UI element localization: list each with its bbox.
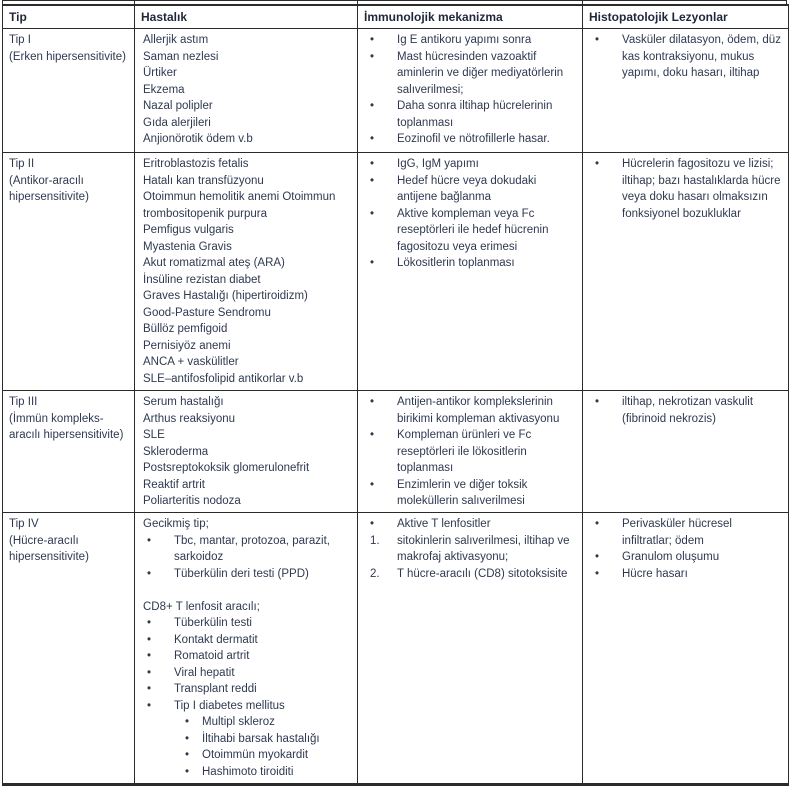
list-item (135, 189, 353, 222)
list-item (135, 394, 353, 411)
list-item-text: Aktive T lenfositler (397, 518, 491, 530)
list-item (135, 477, 353, 494)
list-item (358, 131, 578, 148)
list-item-text: Ig E antikoru yapımı sonra (397, 34, 532, 46)
list-item-text: Arthus reaksiyonu (143, 412, 236, 425)
list-item (135, 411, 353, 428)
list-item-text: Saman nezlesi (143, 50, 219, 63)
tip-line: (Antikor-aracılı (9, 174, 84, 187)
list-item-text: İltihabi barsak hastalığı (202, 732, 320, 745)
tip-line: aracılı hipersensitivite) (9, 429, 124, 441)
table-row (3, 513, 789, 785)
list-item (135, 65, 353, 82)
bullet-icon: • (370, 207, 375, 220)
cell-hastalik (135, 513, 358, 785)
bullet-icon: • (147, 534, 152, 547)
list-item-text: Myastenia Gravis (143, 240, 232, 253)
list-item-text: sitokinlerin salıverilmesi, iltihap ve makrofaj aktivasyonu; (397, 534, 570, 563)
list-item (358, 255, 578, 272)
list-item-text: SLE–antifosfolipid antikorlar v.b (143, 372, 304, 385)
tip-line: (Erken hipersensitivite) (9, 50, 126, 63)
list-item-text: Hashimoto tiroiditi (202, 765, 294, 778)
list-item-text: Anjionörotik ödem v.b (143, 133, 253, 145)
bullet-icon: • (370, 174, 375, 187)
list-item-text: Ürtiker (143, 67, 177, 79)
list-item-text: SLE (143, 429, 165, 441)
list-item (135, 49, 353, 66)
list-item-text: Allerjik astım (143, 34, 209, 46)
number-label: 1. (370, 534, 380, 547)
bullet-icon: • (147, 617, 152, 629)
list-item (135, 255, 353, 272)
list-item-text: Otoimmün myokardit (202, 749, 309, 761)
tip-line: hipersensitivite) (9, 191, 89, 203)
list-item-text: Gıda alerjileri (143, 116, 211, 129)
table-row (3, 29, 789, 153)
cell-hastalik (135, 153, 358, 391)
bullet-icon: • (370, 158, 375, 170)
bullet-icon: • (147, 683, 152, 695)
list-item (135, 533, 353, 566)
cell-tip (3, 29, 135, 153)
list-item (135, 698, 353, 715)
bullet-icon: • (147, 650, 152, 662)
list-item (358, 156, 578, 173)
cell-tip (3, 513, 135, 785)
list-item-text: Daha sonra iltihap hücrelerinin toplanması (397, 100, 553, 129)
list-item (583, 156, 784, 222)
bullet-icon: • (370, 257, 375, 269)
list-item-text: iltihap, nekrotizan vaskulit (fibrinoid nekrozis) (622, 396, 754, 425)
list-item (135, 239, 353, 256)
list-gap (135, 582, 353, 599)
column-header-tip: Tip (3, 5, 135, 29)
column-header-histopatolojik-lezyonlar: Histopatolojik Lezyonlar (583, 5, 789, 29)
bullet-icon: • (595, 551, 600, 563)
list-item (135, 427, 353, 444)
list-item (135, 338, 353, 355)
list-item (135, 321, 353, 338)
cell-hastalik (135, 29, 358, 153)
list-item (135, 222, 353, 239)
list-item (583, 394, 784, 427)
cell-histopatolojik-lezyonlar (583, 391, 789, 513)
list-item-text: Hücrelerin fagositozu ve lizisi; iltihap; bazı hastalıklarda hücre veya doku hasarı olmaksızın fonksiyonel bozukluklar (622, 158, 781, 220)
list-item-text: Eritroblastozis fetalis (143, 158, 249, 170)
bullet-icon: • (185, 716, 190, 728)
list-item-text: IgG, IgM yapımı (397, 158, 479, 170)
list-item-text: Tüberkülin deri testi (PPD) (174, 567, 309, 580)
list-item-text: Postsreptokoksik glomerulonefrit (143, 462, 310, 474)
list-item (358, 394, 578, 427)
list-item (135, 82, 353, 99)
list-item (135, 566, 353, 583)
column-header-hastalik: Hastalık (135, 5, 358, 29)
cell-tip (3, 153, 135, 391)
list-item-text: Tüberkülin testi (174, 617, 252, 629)
list-item (135, 493, 353, 510)
bullet-icon: • (185, 732, 190, 745)
list-item (135, 460, 353, 477)
list-item-text: Serum hastalığı (143, 396, 224, 408)
tip-line: Tip III (9, 396, 38, 408)
list-item (135, 648, 353, 665)
table-row (3, 153, 789, 391)
list-item-text: Poliarteritis nodoza (143, 495, 241, 507)
list-item-text: CD8+ T lenfosit aracılı; (143, 600, 260, 613)
hypersensitivity-table (2, 4, 789, 786)
list-item (135, 444, 353, 461)
list-item-text: Büllöz pemfigoid (143, 323, 228, 335)
list-item-text: Gecikmiş tip; (143, 518, 209, 530)
list-item-text: Mast hücresinden vazoaktif aminlerin ve diğer mediyatörlerin salıverilmesi; (397, 50, 564, 96)
list-item (135, 305, 353, 322)
list-item-text: Graves Hastalığı (hipertiroidizm) (143, 290, 308, 302)
list-item (358, 427, 578, 477)
list-item (358, 173, 578, 206)
list-item (358, 49, 578, 99)
bullet-icon: • (147, 567, 152, 580)
tip-line: Tip I (9, 34, 31, 46)
bullet-icon: • (370, 396, 375, 408)
bullet-icon: • (595, 34, 600, 46)
tip-line: Tip II (9, 158, 35, 170)
cell-histopatolojik-lezyonlar (583, 29, 789, 153)
list-item (135, 747, 353, 764)
list-item (135, 98, 353, 115)
list-item (583, 566, 784, 583)
bullet-icon: • (185, 765, 190, 778)
list-item-text: Granulom oluşumu (622, 551, 720, 563)
header-row (3, 5, 789, 29)
list-item (358, 477, 578, 510)
bullet-icon: • (595, 567, 600, 580)
bullet-icon: • (147, 699, 152, 712)
number-label: 2. (370, 567, 380, 580)
bullet-icon: • (370, 478, 375, 491)
tip-line: Tip IV (9, 518, 39, 530)
list-item-text: İnsüline rezistan diabet (143, 273, 261, 286)
list-item (135, 371, 353, 388)
bullet-icon: • (595, 396, 600, 408)
list-item (135, 115, 353, 132)
cell-immunolojik-mekanizma (358, 153, 583, 391)
list-item-text: Multipl skleroz (202, 716, 275, 728)
list-item-text: Hedef hücre veya dokudaki antijene bağlanma (397, 174, 537, 203)
list-item-text: T hücre-aracılı (CD8) sitotoksisite (397, 567, 568, 580)
list-item (135, 731, 353, 748)
list-item-text: Romatoid artrit (174, 650, 250, 662)
list-item (358, 516, 578, 533)
list-item-text: Nazal polipler (143, 100, 213, 112)
bullet-icon: • (147, 633, 152, 646)
list-item (358, 533, 578, 566)
cell-immunolojik-mekanizma (358, 513, 583, 785)
list-item (135, 764, 353, 781)
list-item (358, 206, 578, 256)
bullet-icon: • (147, 666, 152, 679)
cell-tip (3, 391, 135, 513)
list-item-text: Otoimmun hemolitik anemi Otoimmun trombositopenik purpura (143, 191, 336, 220)
list-item (583, 516, 784, 549)
list-item-text: Tbc, mantar, protozoa, parazit, sarkoidoz (174, 534, 330, 563)
tip-line: hipersensitivite) (9, 551, 89, 563)
list-item (358, 98, 578, 131)
bullet-icon: • (595, 158, 600, 170)
list-item (135, 599, 353, 616)
list-item-text: Reaktif artrit (143, 478, 205, 491)
list-item-text: Vasküler dilatasyon, ödem, düz kas kontraksiyonu, mukus yapımı, doku hasarı, iltihap (622, 34, 781, 79)
list-item (135, 632, 353, 649)
list-item-text: Ekzema (143, 83, 185, 96)
list-item (358, 566, 578, 583)
tip-line: (Hücre-aracılı (9, 534, 79, 547)
list-item-text: Lökositlerin toplanması (397, 257, 515, 269)
list-item (135, 32, 353, 49)
list-item-text: Tip I diabetes mellitus (174, 699, 285, 712)
list-item (583, 32, 784, 82)
list-item-text: Good-Pasture Sendromu (143, 306, 271, 319)
list-item (135, 272, 353, 289)
list-item (358, 32, 578, 49)
cell-histopatolojik-lezyonlar (583, 153, 789, 391)
cell-immunolojik-mekanizma (358, 391, 583, 513)
list-item (583, 549, 784, 566)
list-item (135, 173, 353, 190)
list-item-text: Hücre hasarı (622, 567, 688, 580)
list-item (135, 615, 353, 632)
list-item-text: Hatalı kan transfüzyonu (143, 174, 264, 187)
list-item-text: Transplant reddi (174, 683, 257, 695)
bullet-icon: • (370, 518, 375, 530)
list-item-text: Perivasküler hücresel infiltratlar; ödem (622, 518, 732, 547)
column-header-immunolojik-mekanizma: İmmunolojik mekanizma (358, 5, 583, 29)
list-item (135, 156, 353, 173)
tip-line: (İmmün kompleks- (9, 412, 104, 425)
bullet-icon: • (595, 518, 600, 530)
cell-immunolojik-mekanizma (358, 29, 583, 153)
list-item (135, 288, 353, 305)
list-item-text: Kontakt dermatit (174, 633, 258, 646)
bullet-icon: • (370, 50, 375, 63)
bullet-icon: • (370, 429, 375, 441)
list-item-text: ANCA + vaskülitler (143, 356, 239, 368)
list-item (135, 131, 353, 148)
list-item (135, 665, 353, 682)
table-row (3, 391, 789, 513)
list-item-text: Pemfigus vulgaris (143, 224, 234, 236)
bullet-icon: • (370, 34, 375, 46)
cell-hastalik (135, 391, 358, 513)
list-item-text: Aktive kompleman veya Fc reseptörleri ile hedef hücrenin fagositozu veya erimesi (397, 207, 549, 253)
bullet-icon: • (370, 133, 375, 145)
list-item-text: Viral hepatit (174, 666, 235, 679)
list-item-text: Pernisiyöz anemi (143, 339, 231, 352)
list-item (135, 714, 353, 731)
list-item-text: Eozinofil ve nötrofillerle hasar. (397, 133, 550, 145)
list-item-text: Akut romatizmal ateş (ARA) (143, 257, 285, 269)
list-item-text: Antijen-antikor komplekslerinin birikimi kompleman aktivasyonu (397, 396, 560, 425)
bullet-icon: • (185, 749, 190, 761)
list-item-text: Kompleman ürünleri ve Fc reseptörleri ile lökositlerin toplanması (397, 429, 532, 474)
list-item (135, 681, 353, 698)
list-item-text: Enzimlerin ve diğer toksik moleküllerin salıverilmesi (397, 478, 528, 507)
bullet-icon: • (370, 100, 375, 112)
list-item (135, 354, 353, 371)
cell-histopatolojik-lezyonlar (583, 513, 789, 785)
list-item-text: Skleroderma (143, 445, 209, 458)
list-item (135, 516, 353, 533)
